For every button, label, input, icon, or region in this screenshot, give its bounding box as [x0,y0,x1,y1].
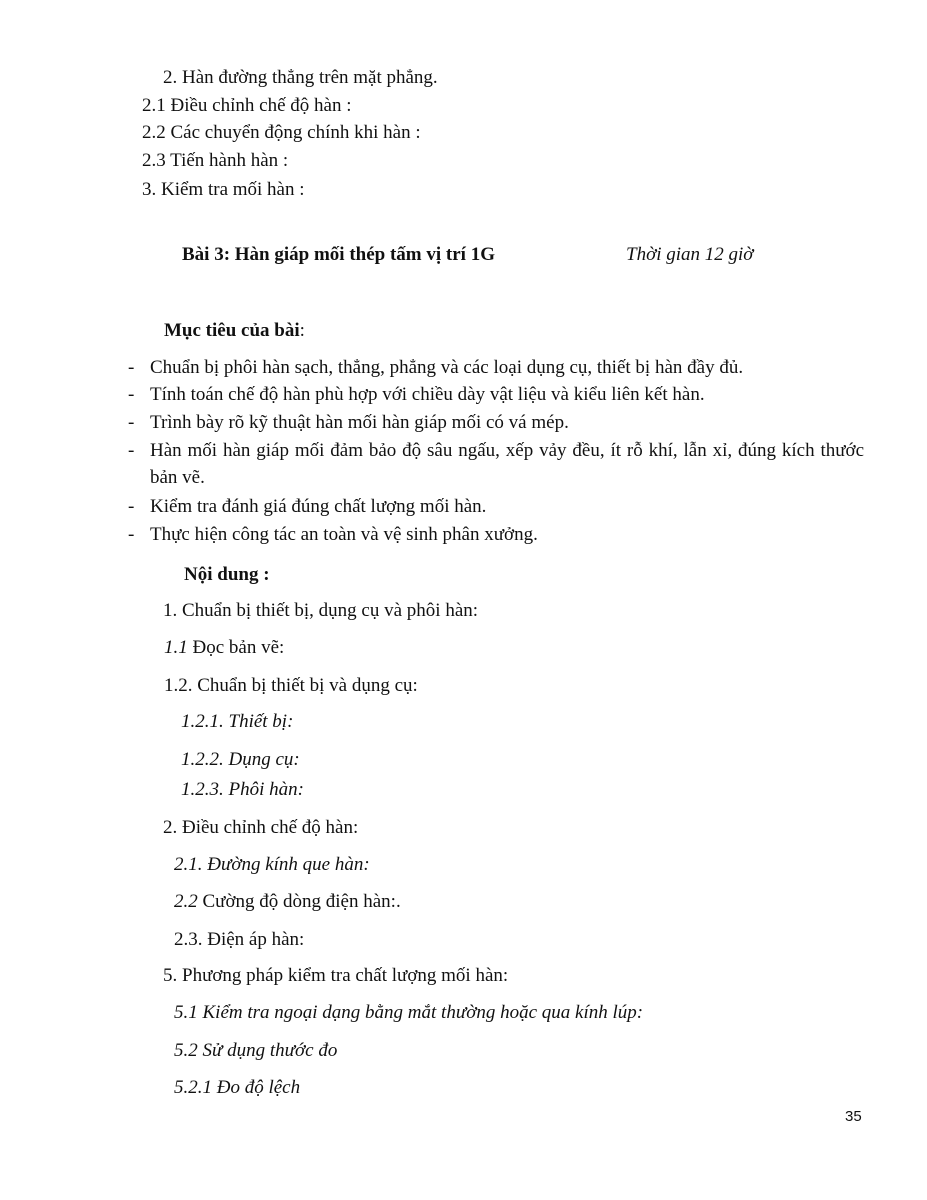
bullet-dash: - [128,384,135,405]
list-item: 2.3 Tiến hành hàn : [142,150,289,171]
section-heading: 5. Phương pháp kiểm tra chất lượng mối hàn: [163,965,509,986]
objective-item: Tính toán chế độ hàn phù hợp với chiều dày vật liệu và kiểu liên kết hàn. [150,384,705,405]
subsection-heading [164,636,284,660]
subsubsection-heading: 1.2.3. Phôi hàn: [181,779,304,800]
subsection-number: 2.2 [174,891,198,912]
list-item: 2.2 Các chuyển động chính khi hàn : [142,122,421,143]
content-heading: Nội dung : [184,564,270,585]
page-number: 35 [845,1108,862,1125]
subsubsection-heading: 1.2.2. Dụng cụ: [181,749,300,770]
objective-item: Thực hiện công tác an toàn và vệ sinh phân xưởng. [150,524,538,545]
subsection-heading [174,890,401,914]
objectives-heading-text: Mục tiêu của bài [164,320,300,341]
list-item: 2. Hàn đường thẳng trên mặt phẳng. [163,67,438,88]
bullet-dash: - [128,524,135,545]
subsection-heading: 5.2 Sử dụng thước đo [174,1040,338,1061]
list-item: 2.1 Điều chỉnh chế độ hàn : [142,95,352,116]
subsection-heading: 2.3. Điện áp hàn: [174,929,305,950]
lesson-title: Bài 3: Hàn giáp mối thép tấm vị trí 1G [182,244,495,265]
objective-item: Trình bày rõ kỹ thuật hàn mối hàn giáp mối có vá mép. [150,412,569,433]
bullet-dash: - [128,357,135,378]
objectives-heading [164,319,305,343]
subsection-heading: 5.1 Kiểm tra ngoại dạng bằng mắt thường hoặc qua kính lúp: [174,1002,644,1023]
subsection-text: Cường độ dòng điện hàn:. [197,891,401,912]
objective-item: Kiểm tra đánh giá đúng chất lượng mối hàn. [150,496,487,517]
subsection-number: 1.1 [164,637,188,658]
objective-item: Hàn mối hàn giáp mối đảm bảo độ sâu ngấu, xếp vảy đều, ít rỗ khí, lẫn xỉ, đúng kích thước bản vẽ. [150,440,864,488]
lesson-duration: Thời gian 12 giờ [626,244,754,265]
objective-item: Chuẩn bị phôi hàn sạch, thẳng, phẳng và các loại dụng cụ, thiết bị hàn đầy đủ. [150,357,744,378]
section-heading: 2. Điều chỉnh chế độ hàn: [163,817,359,838]
subsection-heading: 1.2. Chuẩn bị thiết bị và dụng cụ: [164,675,418,696]
bullet-dash: - [128,496,135,517]
objectives-heading-colon: : [299,320,305,341]
subsection-heading: 2.1. Đường kính que hàn: [174,854,370,875]
subsubsection-heading: 5.2.1 Đo độ lệch [174,1077,301,1098]
bullet-dash: - [128,412,135,433]
bullet-dash: - [128,440,135,461]
section-heading: 1. Chuẩn bị thiết bị, dụng cụ và phôi hàn: [163,600,479,621]
list-item: 3. Kiểm tra mối hàn : [142,179,305,200]
subsection-text: Đọc bản vẽ: [187,637,285,658]
subsubsection-heading: 1.2.1. Thiết bị: [181,711,294,732]
